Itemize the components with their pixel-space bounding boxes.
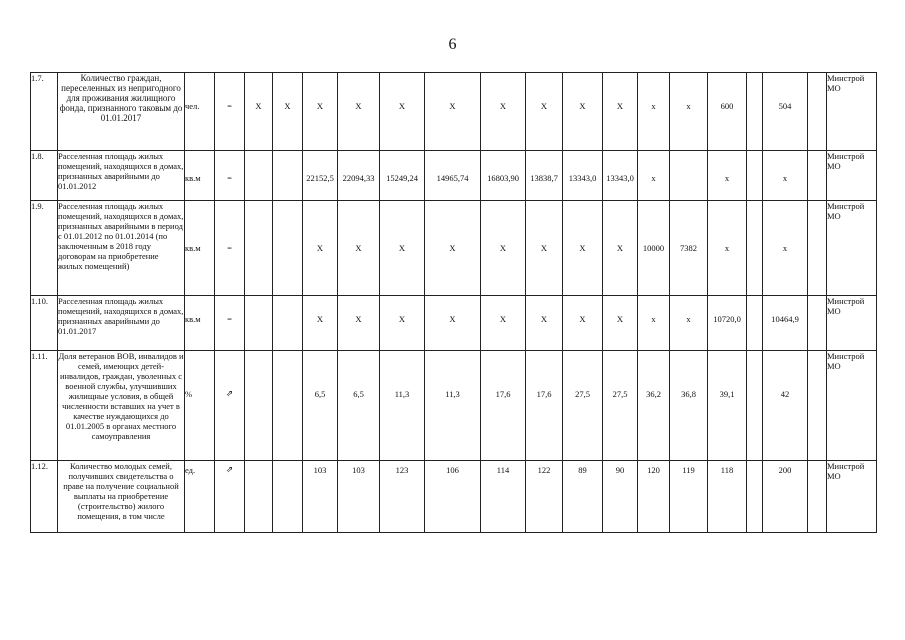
row-number: 1.10. xyxy=(31,296,58,351)
value-cell: X xyxy=(380,201,425,296)
unit-of-measure: чел. xyxy=(185,73,215,151)
table-row xyxy=(31,296,877,351)
value-cell: 89 xyxy=(563,461,603,533)
value-cell: 103 xyxy=(338,461,380,533)
unit-of-measure: кв.м xyxy=(185,201,215,296)
value-cell: x xyxy=(638,296,670,351)
unit-of-measure: кв.м xyxy=(185,296,215,351)
value-cell: 42 xyxy=(763,351,808,461)
table-row xyxy=(31,461,877,533)
value-cell: 11,3 xyxy=(425,351,481,461)
row-number: 1.8. xyxy=(31,151,58,201)
responsible-body: Минстрой МО xyxy=(827,296,877,351)
value-cell: X xyxy=(481,201,526,296)
value-cell: X xyxy=(338,73,380,151)
value-cell xyxy=(808,151,827,201)
value-cell xyxy=(273,201,303,296)
value-cell: 36,2 xyxy=(638,351,670,461)
value-cell: X xyxy=(481,73,526,151)
value-cell: 103 xyxy=(303,461,338,533)
value-cell: X xyxy=(303,73,338,151)
indicator-name: Количество молодых семей, получивших свидетельства о праве на получение социальной выплаты на приобретение (строительство) жилого помещения, в том числе xyxy=(58,461,185,533)
unit-of-measure: ед. xyxy=(185,461,215,533)
indicator-name: Расселенная площадь жилых помещений, находящихся в домах, признанных аварийными в период с 01.01.2012 по 01.01.2014 (по заключенным в 2018 году договорам на приобретение жилых помещений) xyxy=(58,201,185,296)
value-cell xyxy=(273,151,303,201)
value-cell: X xyxy=(603,73,638,151)
value-cell: 10000 xyxy=(638,201,670,296)
value-cell: 119 xyxy=(670,461,708,533)
trend-indicator: = xyxy=(215,151,245,201)
trend-indicator: = xyxy=(215,296,245,351)
value-cell: X xyxy=(481,296,526,351)
value-cell xyxy=(747,151,763,201)
value-cell xyxy=(245,151,273,201)
value-cell: X xyxy=(526,201,563,296)
value-cell xyxy=(747,73,763,151)
value-cell: X xyxy=(563,73,603,151)
value-cell: X xyxy=(563,296,603,351)
value-cell xyxy=(808,73,827,151)
value-cell: 22094,33 xyxy=(338,151,380,201)
value-cell: 15249,24 xyxy=(380,151,425,201)
value-cell: x xyxy=(708,151,747,201)
value-cell xyxy=(808,461,827,533)
value-cell: 114 xyxy=(481,461,526,533)
value-cell: x xyxy=(763,151,808,201)
value-cell: 7382 xyxy=(670,201,708,296)
value-cell: 13343,0 xyxy=(603,151,638,201)
value-cell xyxy=(245,461,273,533)
value-cell: X xyxy=(425,296,481,351)
table-row xyxy=(31,201,877,296)
value-cell xyxy=(808,201,827,296)
value-cell: 11,3 xyxy=(380,351,425,461)
value-cell: 123 xyxy=(380,461,425,533)
value-cell xyxy=(273,296,303,351)
value-cell xyxy=(808,296,827,351)
value-cell: 27,5 xyxy=(603,351,638,461)
value-cell: X xyxy=(526,296,563,351)
responsible-body: Минстрой МО xyxy=(827,461,877,533)
row-number: 1.7. xyxy=(31,73,58,151)
value-cell: X xyxy=(303,296,338,351)
value-cell: 10464,9 xyxy=(763,296,808,351)
value-cell: X xyxy=(338,296,380,351)
indicator-name: Доля ветеранов ВОВ, инвалидов и семей, имеющих детей-инвалидов, граждан, уволенных с военной службы, улучшивших жилищные условия, в общей численности вставших на учет в качестве нуждающихся до 01.01.2005 в органах местного самоуправления xyxy=(58,351,185,461)
responsible-body: Минстрой МО xyxy=(827,151,877,201)
value-cell: X xyxy=(245,73,273,151)
responsible-body: Минстрой МО xyxy=(827,351,877,461)
trend-indicator: ⇗ xyxy=(215,351,245,461)
value-cell xyxy=(245,201,273,296)
unit-of-measure: % xyxy=(185,351,215,461)
value-cell: X xyxy=(603,296,638,351)
table-row xyxy=(31,351,877,461)
trend-indicator: ⇗ xyxy=(215,461,245,533)
value-cell: 122 xyxy=(526,461,563,533)
value-cell: 27,5 xyxy=(563,351,603,461)
value-cell xyxy=(747,461,763,533)
responsible-body: Минстрой МО xyxy=(827,73,877,151)
trend-indicator: = xyxy=(215,73,245,151)
value-cell: 120 xyxy=(638,461,670,533)
value-cell: X xyxy=(425,201,481,296)
value-cell xyxy=(245,296,273,351)
value-cell: x xyxy=(708,201,747,296)
value-cell: X xyxy=(273,73,303,151)
value-cell: 36,8 xyxy=(670,351,708,461)
value-cell: 118 xyxy=(708,461,747,533)
value-cell: 22152,5 xyxy=(303,151,338,201)
row-number: 1.9. xyxy=(31,201,58,296)
value-cell: 39,1 xyxy=(708,351,747,461)
table-row xyxy=(31,73,877,151)
trend-indicator: = xyxy=(215,201,245,296)
table-row xyxy=(31,151,877,201)
value-cell: X xyxy=(303,201,338,296)
value-cell: 200 xyxy=(763,461,808,533)
value-cell xyxy=(747,351,763,461)
value-cell xyxy=(670,151,708,201)
indicator-name: Расселенная площадь жилых помещений, находящихся в домах, признанных аварийными до 01.01.2017 xyxy=(58,296,185,351)
value-cell: 13838,7 xyxy=(526,151,563,201)
value-cell: X xyxy=(425,73,481,151)
value-cell: x xyxy=(763,201,808,296)
value-cell: X xyxy=(603,201,638,296)
value-cell: 90 xyxy=(603,461,638,533)
value-cell: 17,6 xyxy=(526,351,563,461)
value-cell: 504 xyxy=(763,73,808,151)
value-cell: 106 xyxy=(425,461,481,533)
value-cell: 600 xyxy=(708,73,747,151)
value-cell: X xyxy=(380,73,425,151)
value-cell xyxy=(273,351,303,461)
value-cell: x xyxy=(670,73,708,151)
value-cell: 13343,0 xyxy=(563,151,603,201)
indicator-name: Количество граждан, переселенных из непригодного для проживания жилищного фонда, признанного таковым до 01.01.2017 xyxy=(58,73,185,151)
value-cell: 10720,0 xyxy=(708,296,747,351)
value-cell: X xyxy=(338,201,380,296)
indicators-table xyxy=(30,72,877,533)
row-number: 1.11. xyxy=(31,351,58,461)
value-cell: x xyxy=(638,73,670,151)
value-cell: x xyxy=(670,296,708,351)
value-cell xyxy=(808,351,827,461)
value-cell: 16803,90 xyxy=(481,151,526,201)
value-cell: X xyxy=(526,73,563,151)
page-number: 6 xyxy=(448,36,457,53)
indicator-name: Расселенная площадь жилых помещений, находящихся в домах, признанных аварийными до 01.01.2012 xyxy=(58,151,185,201)
value-cell xyxy=(747,296,763,351)
value-cell xyxy=(245,351,273,461)
value-cell: 17,6 xyxy=(481,351,526,461)
unit-of-measure: кв.м xyxy=(185,151,215,201)
value-cell: 6,5 xyxy=(303,351,338,461)
value-cell: 6,5 xyxy=(338,351,380,461)
value-cell: x xyxy=(638,151,670,201)
value-cell xyxy=(747,201,763,296)
value-cell xyxy=(273,461,303,533)
value-cell: X xyxy=(380,296,425,351)
responsible-body: Минстрой МО xyxy=(827,201,877,296)
row-number: 1.12. xyxy=(31,461,58,533)
value-cell: X xyxy=(563,201,603,296)
value-cell: 14965,74 xyxy=(425,151,481,201)
